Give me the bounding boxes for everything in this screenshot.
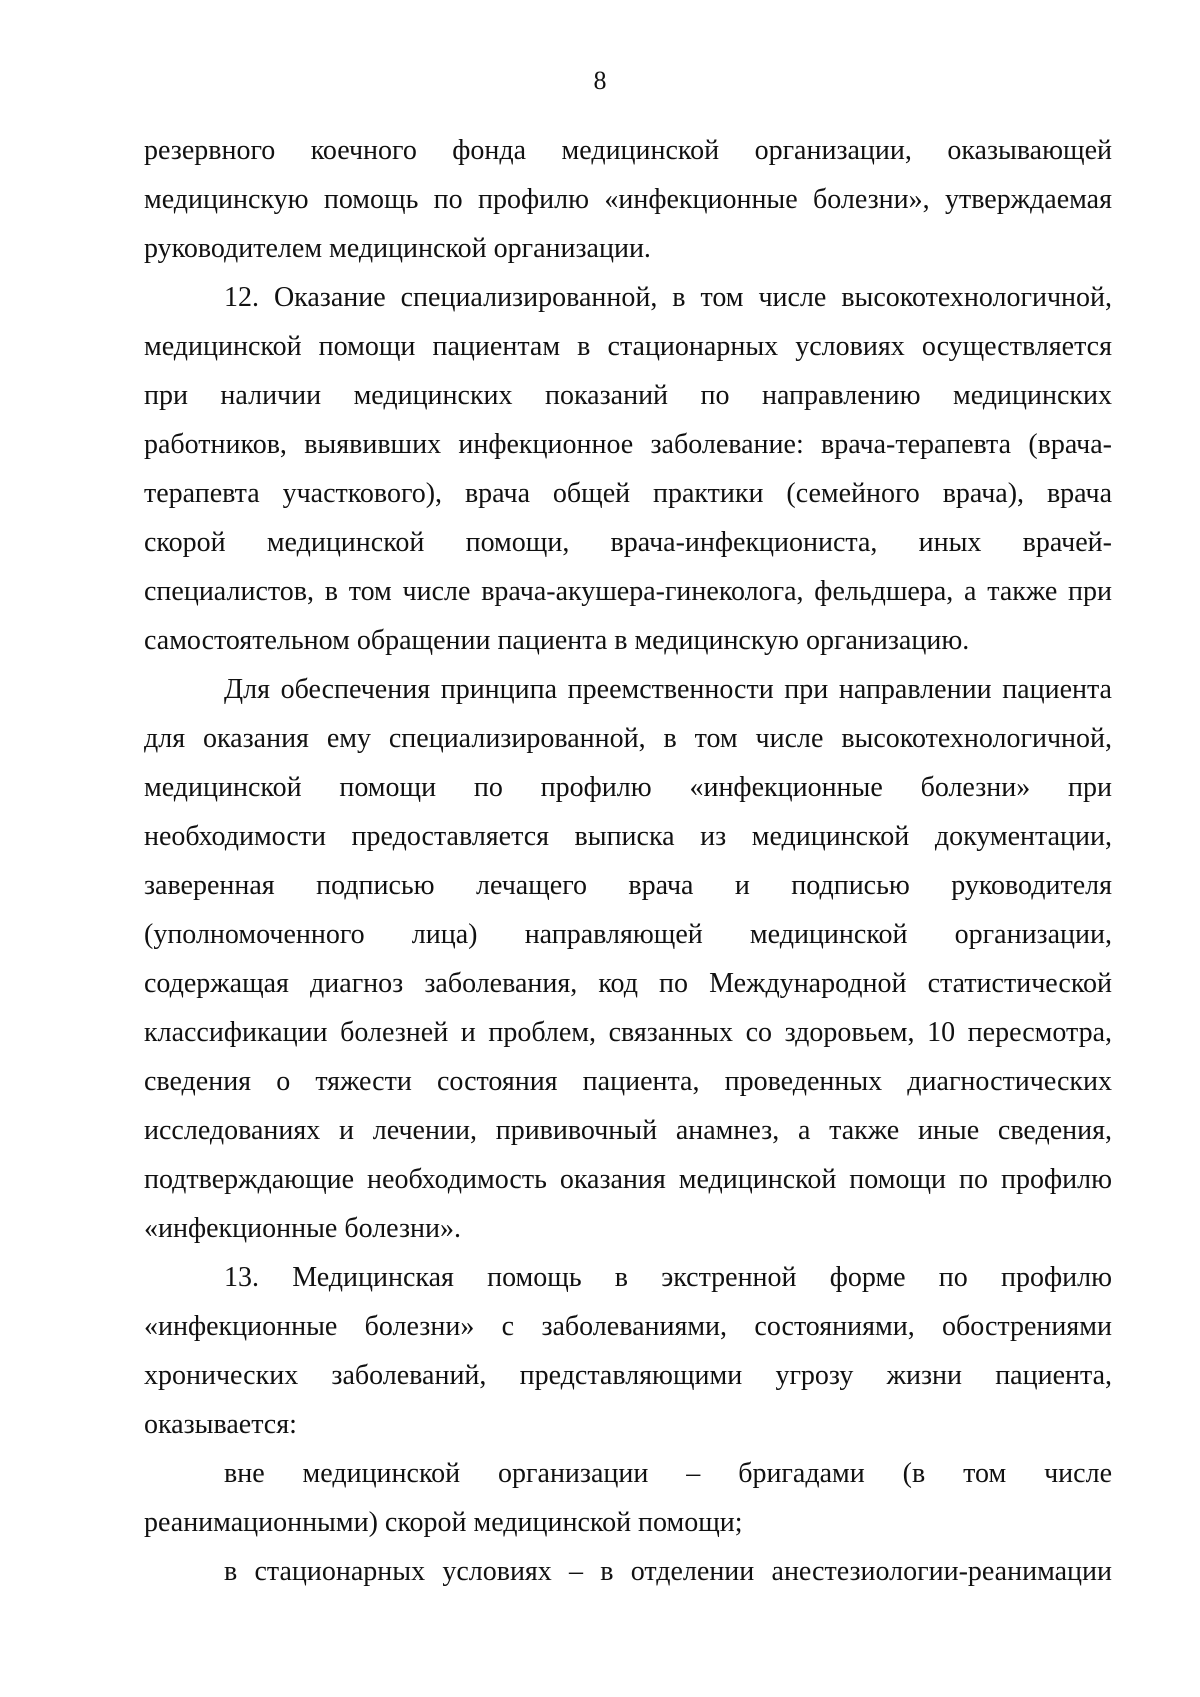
text-line: руководителем медицинской организации. (144, 233, 651, 264)
text-line: вне медицинской организации – бригадами (в том числе (224, 1458, 1112, 1489)
text-line: специалистов, в том числе врача-акушера-гинеколога, фельдшера, а также при (144, 576, 1112, 607)
text-line: содержащая диагноз заболевания, код по Международной статистической (144, 968, 1112, 999)
text-line: реанимационными) скорой медицинской помощи; (144, 1507, 743, 1538)
text-line: заверенная подписью лечащего врача и подписью руководителя (144, 870, 1112, 901)
text-line: в стационарных условиях – в отделении анестезиологии-реанимации (224, 1556, 1112, 1587)
page-number: 8 (593, 66, 607, 95)
text-line: оказывается: (144, 1409, 297, 1440)
text-line: «инфекционные болезни» с заболеваниями, состояниями, обострениями (144, 1311, 1112, 1342)
text-line: Для обеспечения принципа преемственности при направлении пациента (224, 674, 1112, 705)
text-line: работников, выявивших инфекционное заболевание: врача-терапевта (врача- (144, 429, 1112, 460)
text-line: «инфекционные болезни». (144, 1213, 461, 1244)
text-line: классификации болезней и проблем, связанных со здоровьем, 10 пересмотра, (144, 1017, 1112, 1048)
text-line: при наличии медицинских показаний по направлению медицинских (144, 380, 1112, 411)
text-line: 13. Медицинская помощь в экстренной форме по профилю (224, 1262, 1112, 1293)
text-line: для оказания ему специализированной, в том числе высокотехнологичной, (144, 723, 1112, 754)
text-line: сведения о тяжести состояния пациента, проведенных диагностических (144, 1066, 1112, 1097)
text-line: хронических заболеваний, представляющими угрозу жизни пациента, (144, 1360, 1112, 1391)
text-line: 12. Оказание специализированной, в том числе высокотехнологичной, (224, 282, 1112, 313)
text-line: скорой медицинской помощи, врача-инфекциониста, иных врачей- (144, 527, 1112, 558)
text-line: исследованиях и лечении, прививочный анамнез, а также иные сведения, (144, 1115, 1112, 1146)
text-line: медицинскую помощь по профилю «инфекционные болезни», утверждаемая (144, 184, 1112, 215)
text-line: самостоятельном обращении пациента в медицинскую организацию. (144, 625, 970, 656)
text-line: терапевта участкового), врача общей практики (семейного врача), врача (144, 478, 1112, 509)
text-line: медицинской помощи пациентам в стационарных условиях осуществляется (144, 331, 1112, 362)
text-line: (уполномоченного лица) направляющей медицинской организации, (144, 919, 1112, 950)
text-line: необходимости предоставляется выписка из медицинской документации, (144, 821, 1112, 852)
text-line: подтверждающие необходимость оказания медицинской помощи по профилю (144, 1164, 1112, 1195)
text-line: медицинской помощи по профилю «инфекционные болезни» при (144, 772, 1112, 803)
text-line: резервного коечного фонда медицинской организации, оказывающей (144, 135, 1112, 166)
document-body (144, 126, 1112, 1596)
